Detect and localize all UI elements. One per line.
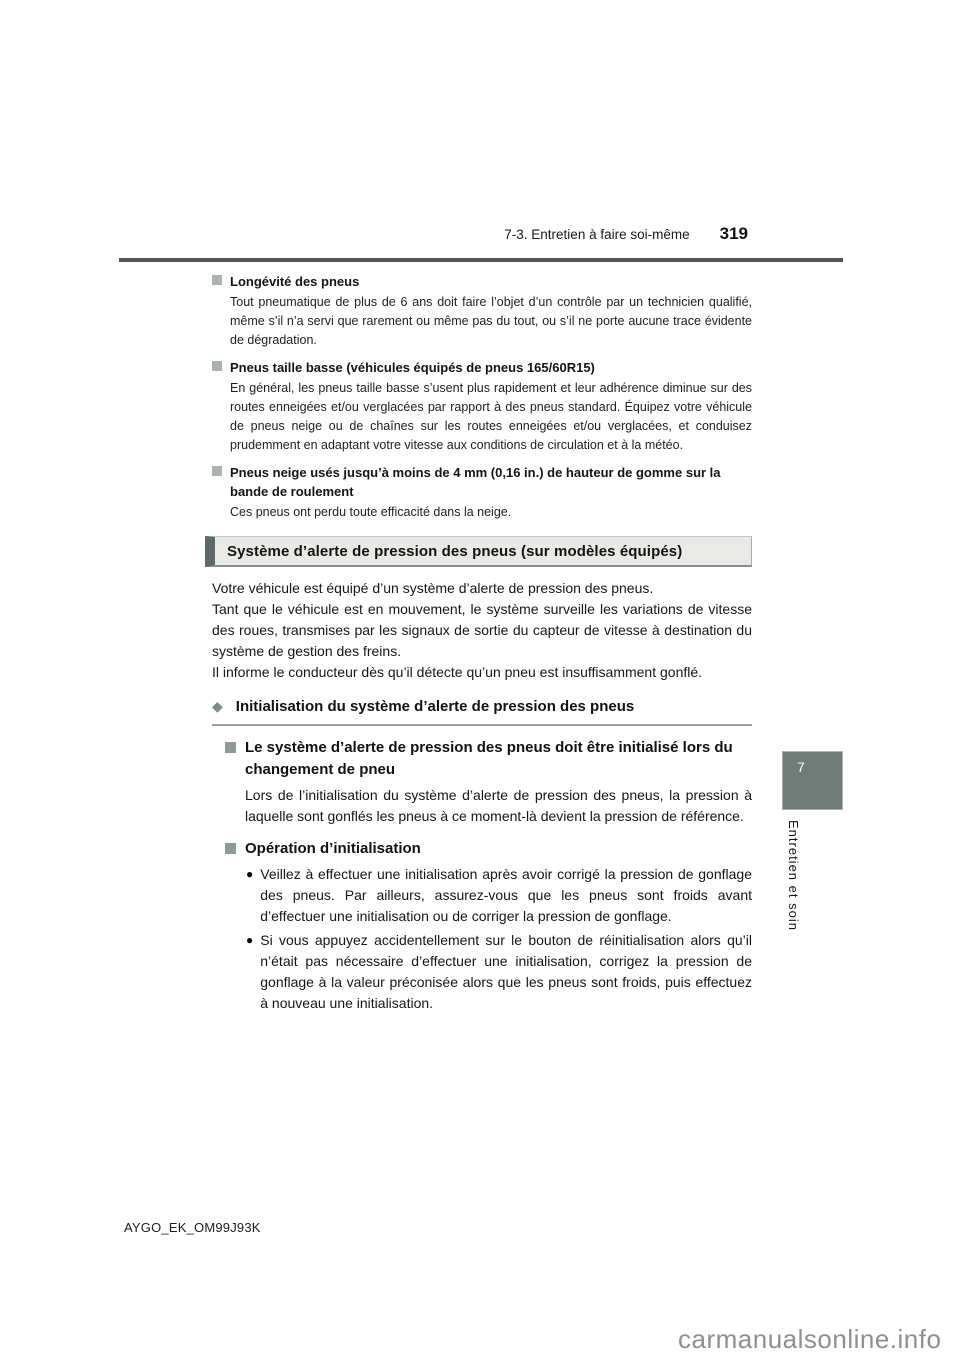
- subsection-title: Le système d’alerte de pression des pneus doit être initialisé lors du changement de pneu: [245, 739, 733, 778]
- bullet-list: [246, 864, 752, 1014]
- init-heading: Initialisation du système d’alerte de pression des pneus: [235, 698, 635, 715]
- note-tire-longevity: [212, 272, 752, 350]
- square-bullet-icon: [225, 843, 236, 854]
- note-body: Tout pneumatique de plus de 6 ans doit faire l’objet d’un contrôle par un technicien qualifié, même s’il n’a servi que rarement ou même pas du tout, ou s’il ne porte aucune trace évidente de dégradation.: [230, 295, 752, 347]
- paragraph: Votre véhicule est équipé d’un système d’alerte de pression des pneus.: [212, 580, 654, 596]
- subsection-heading: [225, 737, 752, 781]
- note-heading: [212, 358, 752, 377]
- square-bullet-icon: [212, 361, 222, 371]
- note-title: Pneus taille basse (véhicules équipés de pneus 165/60R15): [230, 360, 595, 375]
- section-banner-title: Système d’alerte de pression des pneus (sur modèles équipés): [227, 542, 683, 560]
- section-breadcrumb: 7-3. Entretien à faire soi-même: [504, 227, 690, 242]
- diamond-bullet-icon: ◆: [212, 698, 223, 714]
- page-number: 319: [719, 224, 748, 243]
- list-item: [246, 864, 752, 927]
- content-column: [212, 272, 752, 1014]
- square-bullet-icon: [212, 275, 222, 285]
- square-bullet-icon: [212, 466, 222, 476]
- watermark: carmanualsonline.info: [678, 1324, 942, 1354]
- init-heading-row: [212, 696, 752, 726]
- note-body: En général, les pneus taille basse s’usent plus rapidement et leur adhérence diminue sur des routes enneigées et/ou verglacées par rapport à des pneus standard. Équipez votre véhicule de pneus neige ou de chaînes sur les routes enneigées et/ou verglacées, et conduisez prudemment en adaptant votre vitesse aux conditions de circulation et à la météo.: [230, 381, 752, 452]
- chapter-number: 7: [797, 759, 805, 775]
- note-low-profile-tires: [212, 358, 752, 455]
- header-rule: [119, 258, 843, 262]
- subsection-body: Lors de l’initialisation du système d’alerte de pression des pneus, la pression à laquelle sont gonflés les pneus à ce moment-là devient la pression de référence.: [245, 787, 752, 824]
- list-item-text: Veillez à effectuer une initialisation après avoir corrigé la pression de gonflage des pneus. Par ailleurs, assurez-vous que les pneus sont froids avant d’effectuer une initialisation ou de corriger la pression de gonflage.: [260, 866, 752, 924]
- note-title: Pneus neige usés jusqu’à moins de 4 mm (0,16 in.) de hauteur de gomme sur la bande de roulement: [230, 465, 721, 499]
- circle-bullet-icon: ●: [246, 867, 254, 881]
- list-item: [246, 930, 752, 1014]
- circle-bullet-icon: ●: [246, 933, 254, 947]
- subsection-heading: [225, 838, 752, 860]
- paragraph: Tant que le véhicule est en mouvement, le système surveille les variations de vitesse des roues, transmises par les signaux de sortie du capteur de vitesse à destination du système de gestion des freins.: [212, 601, 752, 659]
- subsection-initialize-on-tire-change: [212, 737, 752, 827]
- document-code: AYGO_EK_OM99J93K: [124, 1220, 261, 1235]
- note-heading: [212, 272, 752, 291]
- note-worn-snow-tires: [212, 463, 752, 522]
- tpms-intro: [212, 578, 752, 683]
- note-heading: [212, 463, 752, 501]
- section-banner: [205, 536, 752, 567]
- list-item-text: Si vous appuyez accidentellement sur le bouton de réinitialisation alors qu’il n’était pas nécessaire d’effectuer une initialisation, corrigez la pression de gonflage à la valeur préconisée alors que les pneus sont froids, puis effectuez à nouveau une initialisation.: [260, 932, 752, 1011]
- page-header: [0, 224, 748, 244]
- subsection-title: Opération d’initialisation: [245, 840, 421, 857]
- chapter-tab: [782, 751, 843, 810]
- note-title: Longévité des pneus: [230, 274, 360, 289]
- square-bullet-icon: [225, 742, 236, 753]
- chapter-label: Entretien et soin: [786, 820, 801, 931]
- paragraph: Il informe le conducteur dès qu’il détecte qu’un pneu est insuffisamment gonflé.: [212, 664, 703, 680]
- subsection-initialization-operation: [212, 838, 752, 1014]
- note-body: Ces pneus ont perdu toute efficacité dans la neige.: [230, 505, 512, 519]
